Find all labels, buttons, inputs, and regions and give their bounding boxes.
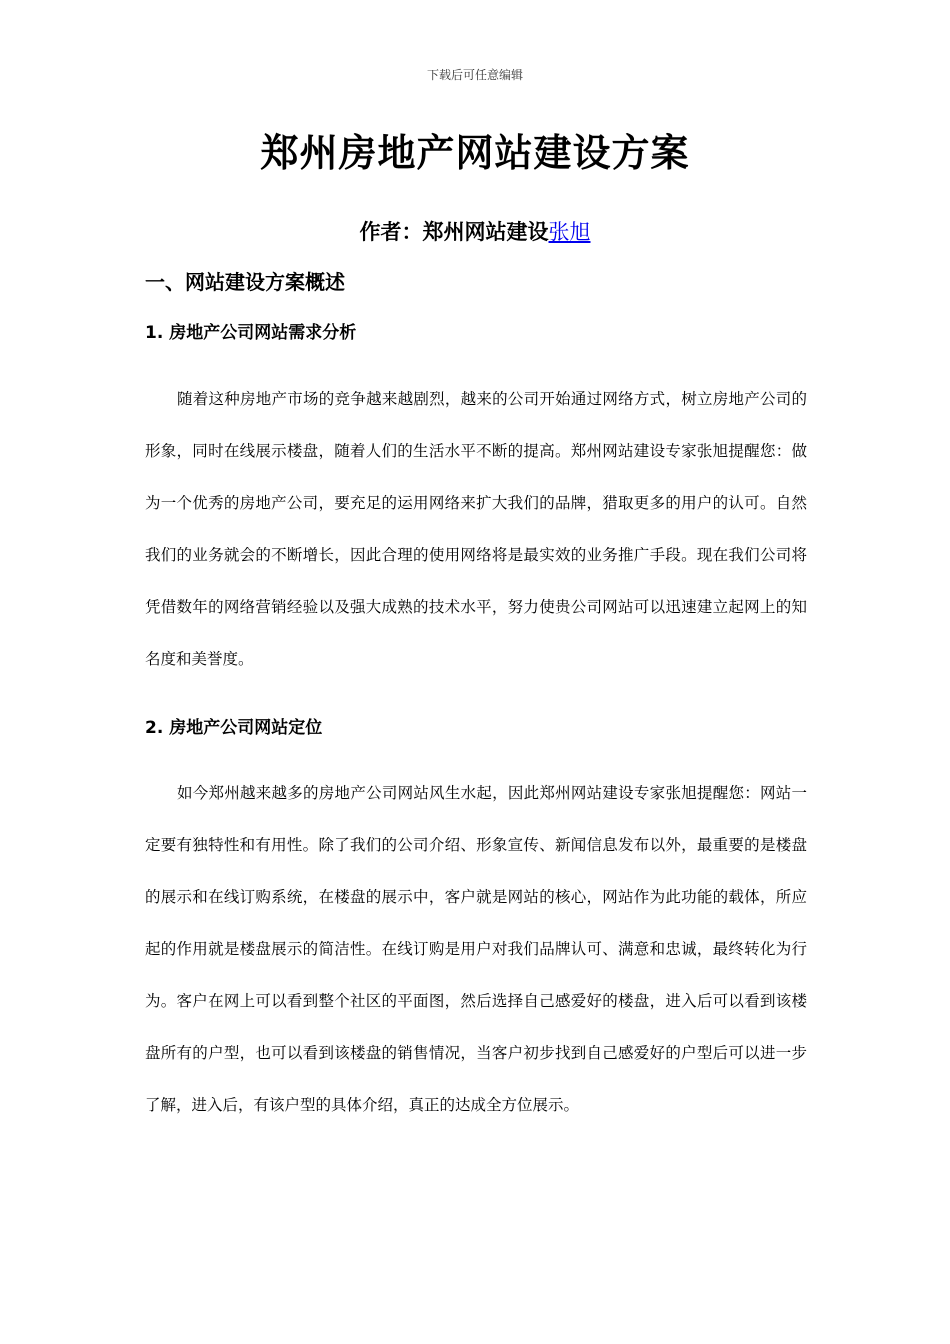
document-title: 郑州房地产网站建设方案 (260, 131, 690, 175)
author-line (0, 216, 950, 246)
paragraph-1: 随着这种房地产市场的竞争越来越剧烈，越来的公司开始通过网络方式，树立房地产公司的形象，同时在线展示楼盘，随着人们的生活水平不断的提高。郑州网站建设专家张旭提醒您：做为一个优秀的房地产公司，要充足的运用网络来扩大我们的品牌，猎取更多的用户的认可。自然我们的业务就会的不断增长，因此合理的使用网络将是最实效的业务推广手段。现在我们公司将凭借数年的网络营销经验以及强大成熟的技术水平，努力使贵公司网站可以迅速建立起网上的知名度和美誉度。 (145, 390, 807, 668)
subsection-heading-2: 2. 房地产公司网站定位 (145, 718, 323, 738)
author-prefix: 作者：郑州网站建设 (359, 220, 549, 244)
header-note: 下载后可任意编辑 (426, 68, 523, 82)
author-link[interactable]: 张旭 (548, 220, 591, 244)
paragraph-2: 如今郑州越来越多的房地产公司网站风生水起，因此郑州网站建设专家张旭提醒您：网站一定要有独特性和有用性。除了我们的公司介绍、形象宣传、新闻信息发布以外，最重要的是楼盘的展示和在线订购系统，在楼盘的展示中，客户就是网站的核心，网站作为此功能的载体，所应起的作用就是楼盘展示的简洁性。在线订购是用户对我们品牌认可、满意和忠诚，最终转化为行为。客户在网上可以看到整个社区的平面图，然后选择自己感爱好的楼盘，进入后可以看到该楼盘所有的户型，也可以看到该楼盘的销售情况，当客户初步找到自己感爱好的户型后可以进一步了解，进入后，有该户型的具体介绍，真正的达成全方位展示。 (145, 784, 807, 1114)
section-heading: 一、网站建设方案概述 (145, 270, 345, 294)
subsection-heading-1: 1. 房地产公司网站需求分析 (145, 323, 357, 343)
